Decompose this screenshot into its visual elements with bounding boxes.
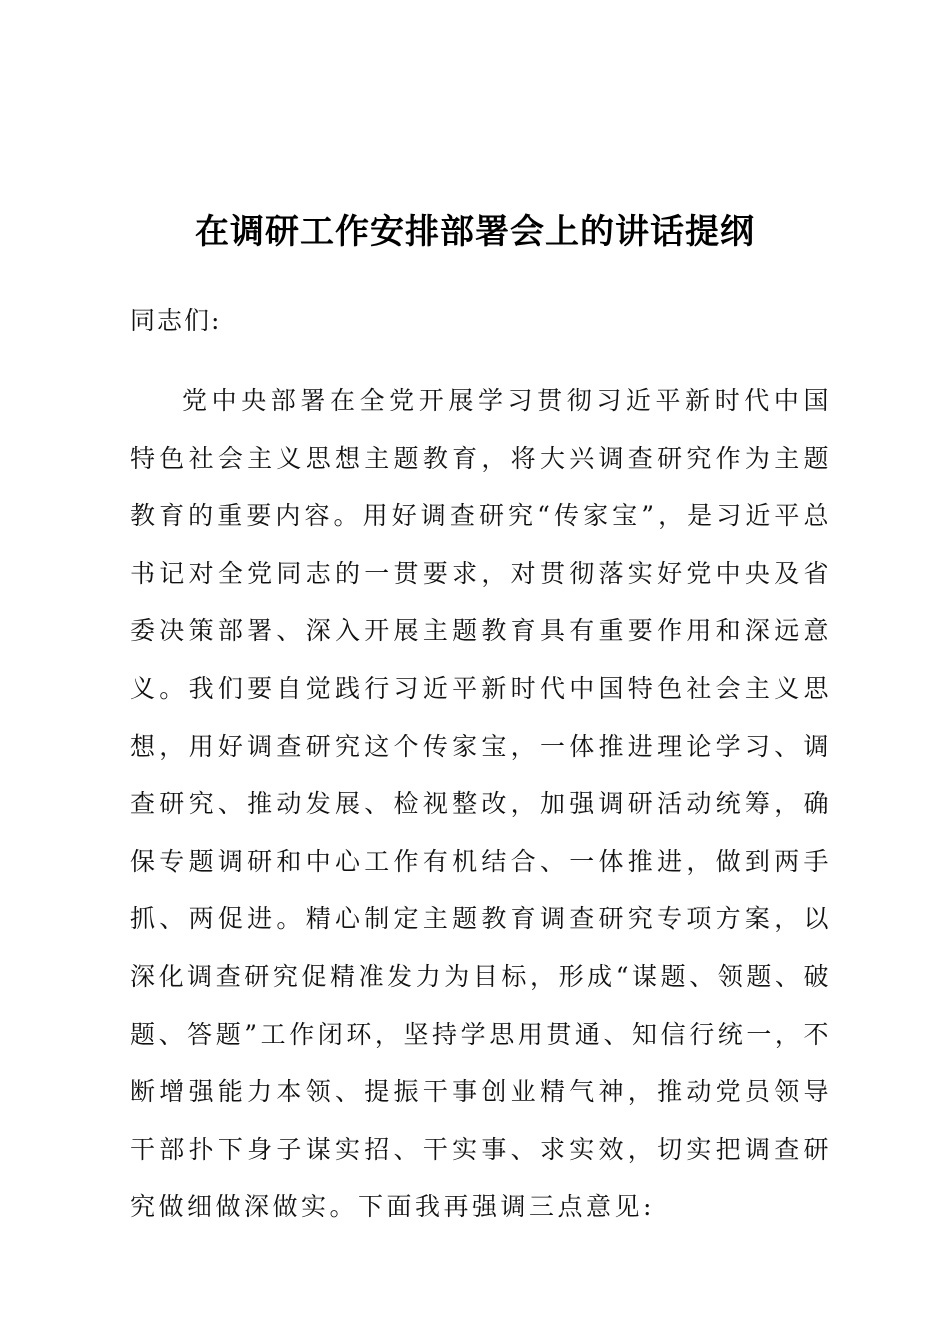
salutation: 同志们: bbox=[130, 306, 222, 335]
body-paragraph: 党中央部署在全党开展学习贯彻习近平新时代中国特色社会主义思想主题教育，将大兴调查研究作为主题教育的重要内容。用好调查研究“传家宝”，是习近平总书记对全党同志的一贯要求，对贯彻落实好党中央及省委决策部署、深入开展主题教育具有重要作用和深远意义。我们要自觉践行习近平新时代中国特色社会主义思想，用好调查研究这个传家宝，一体推进理论学习、调查研究、推动发展、检视整改，加强调研活动统筹，确保专题调研和中心工作有机结合、一体推进，做到两手抓、两促进。精心制定主题教育调查研究专项方案，以深化调查研究促精准发力为目标，形成“谋题、领题、破题、答题”工作闭环，坚持学思用贯通、知信行统一，不断增强能力本领、提振干事创业精气神，推动党员领导干部扑下身子谋实招、干实事、求实效，切实把调查研究做细做深做实。下面我再强调三点意见: bbox=[130, 386, 832, 1222]
document-title: 在调研工作安排部署会上的讲话提纲 bbox=[195, 212, 755, 252]
